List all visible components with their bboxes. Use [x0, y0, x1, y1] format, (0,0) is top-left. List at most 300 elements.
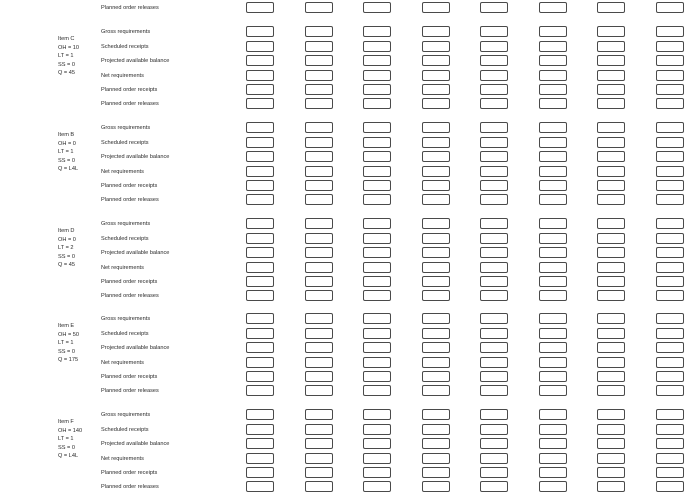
input-cell[interactable]	[539, 180, 567, 191]
input-cell[interactable]	[246, 290, 274, 301]
input-cell[interactable]	[597, 481, 625, 492]
input-cell[interactable]	[363, 137, 391, 148]
input-cell[interactable]	[246, 409, 274, 420]
input-cell[interactable]	[597, 122, 625, 133]
input-cell[interactable]	[597, 371, 625, 382]
input-cell[interactable]	[305, 290, 333, 301]
input-cell[interactable]	[246, 371, 274, 382]
input-cell[interactable]	[597, 313, 625, 324]
input-cell[interactable]	[597, 26, 625, 37]
row-label-scheduled-receipts: Scheduled receipts	[101, 140, 149, 146]
input-cell[interactable]	[363, 122, 391, 133]
input-cell[interactable]	[539, 328, 567, 339]
input-cell[interactable]	[656, 194, 684, 205]
row-label-planned-order-releases: Planned order releases	[101, 388, 159, 394]
input-cell[interactable]	[363, 409, 391, 420]
input-cell[interactable]	[539, 313, 567, 324]
input-cell[interactable]	[656, 84, 684, 95]
input-cell[interactable]	[656, 151, 684, 162]
input-cell[interactable]	[656, 180, 684, 191]
input-cell[interactable]	[539, 409, 567, 420]
row-label-planned-order-receipts: Planned order receipts	[101, 183, 158, 189]
input-cell[interactable]	[539, 481, 567, 492]
input-cell[interactable]	[597, 438, 625, 449]
input-cell[interactable]	[363, 55, 391, 66]
input-cell[interactable]	[305, 262, 333, 273]
input-cell[interactable]	[539, 357, 567, 368]
input-cell[interactable]	[305, 70, 333, 81]
input-cell[interactable]	[363, 371, 391, 382]
row-label-scheduled-receipts: Scheduled receipts	[101, 331, 149, 337]
input-cell[interactable]	[422, 218, 450, 229]
input-cell[interactable]	[305, 2, 333, 13]
input-cell[interactable]	[539, 122, 567, 133]
input-cell[interactable]	[656, 453, 684, 464]
input-cell[interactable]	[422, 453, 450, 464]
input-cell[interactable]	[246, 2, 274, 13]
input-cell[interactable]	[422, 26, 450, 37]
input-cell[interactable]	[539, 385, 567, 396]
input-cell[interactable]	[422, 481, 450, 492]
input-cell[interactable]	[422, 357, 450, 368]
input-cell[interactable]	[656, 342, 684, 353]
input-cell[interactable]	[597, 467, 625, 478]
input-cell[interactable]	[597, 98, 625, 109]
item-lot-size: Q = L4L	[58, 166, 79, 173]
input-cell[interactable]	[305, 313, 333, 324]
row-label-net-requirements: Net requirements	[101, 456, 144, 462]
input-cell[interactable]	[246, 262, 274, 273]
input-cell[interactable]	[246, 233, 274, 244]
input-cell[interactable]	[246, 313, 274, 324]
item-lead-time: LT = 1	[58, 149, 74, 156]
item-lead-time: LT = 1	[58, 436, 74, 443]
input-cell[interactable]	[597, 137, 625, 148]
input-cell[interactable]	[246, 357, 274, 368]
input-cell[interactable]	[597, 409, 625, 420]
input-cell[interactable]	[422, 342, 450, 353]
input-cell[interactable]	[246, 166, 274, 177]
input-cell[interactable]	[480, 357, 508, 368]
input-cell[interactable]	[363, 180, 391, 191]
input-cell[interactable]	[305, 41, 333, 52]
row-label-gross-requirements: Gross requirements	[101, 221, 151, 227]
input-cell[interactable]	[363, 70, 391, 81]
input-cell[interactable]	[246, 41, 274, 52]
input-cell[interactable]	[363, 328, 391, 339]
input-cell[interactable]	[597, 233, 625, 244]
input-cell[interactable]	[363, 247, 391, 258]
input-cell[interactable]	[363, 151, 391, 162]
input-cell[interactable]	[539, 424, 567, 435]
input-cell[interactable]	[480, 247, 508, 258]
input-cell[interactable]	[656, 385, 684, 396]
input-cell[interactable]	[422, 180, 450, 191]
input-cell[interactable]	[363, 26, 391, 37]
input-cell[interactable]	[305, 151, 333, 162]
input-cell[interactable]	[305, 342, 333, 353]
input-cell[interactable]	[480, 385, 508, 396]
input-cell[interactable]	[480, 453, 508, 464]
input-cell[interactable]	[422, 137, 450, 148]
item-parameters	[58, 35, 79, 78]
input-cell[interactable]	[480, 180, 508, 191]
item-block-f	[0, 403, 700, 493]
row-label-planned-order-receipts: Planned order receipts	[101, 87, 158, 93]
input-cell[interactable]	[656, 55, 684, 66]
input-cell[interactable]	[656, 233, 684, 244]
input-cell[interactable]	[305, 218, 333, 229]
input-cell[interactable]	[597, 385, 625, 396]
input-cell[interactable]	[246, 122, 274, 133]
input-cell[interactable]	[480, 342, 508, 353]
row-label-gross-requirements: Gross requirements	[101, 125, 151, 131]
input-cell[interactable]	[539, 41, 567, 52]
input-cell[interactable]	[246, 424, 274, 435]
input-cell[interactable]	[422, 385, 450, 396]
input-cell[interactable]	[305, 424, 333, 435]
item-parameters	[58, 322, 79, 365]
input-cell[interactable]	[539, 70, 567, 81]
input-cell[interactable]	[597, 166, 625, 177]
input-cell[interactable]	[422, 166, 450, 177]
input-cell[interactable]	[656, 41, 684, 52]
input-cell[interactable]	[422, 467, 450, 478]
input-cell[interactable]	[246, 98, 274, 109]
item-block-e	[0, 307, 700, 397]
input-cell[interactable]	[480, 98, 508, 109]
input-cell[interactable]	[422, 84, 450, 95]
input-cell[interactable]	[246, 84, 274, 95]
input-cell[interactable]	[363, 218, 391, 229]
input-cell[interactable]	[656, 357, 684, 368]
input-cell[interactable]	[597, 342, 625, 353]
input-cell[interactable]	[246, 180, 274, 191]
input-cell[interactable]	[246, 467, 274, 478]
item-on-hand: OH = 140	[58, 427, 83, 434]
input-cell[interactable]	[656, 137, 684, 148]
input-cell[interactable]	[539, 371, 567, 382]
input-cell[interactable]	[246, 70, 274, 81]
input-cell[interactable]	[480, 41, 508, 52]
input-cell[interactable]	[597, 262, 625, 273]
input-cell[interactable]	[480, 151, 508, 162]
top-row-label: Planned order releases	[101, 5, 159, 11]
input-cell[interactable]	[305, 26, 333, 37]
input-cell[interactable]	[363, 424, 391, 435]
input-cell[interactable]	[539, 218, 567, 229]
input-cell[interactable]	[480, 194, 508, 205]
input-cell[interactable]	[422, 262, 450, 273]
row-label-planned-order-releases: Planned order releases	[101, 484, 159, 490]
input-cell[interactable]	[363, 438, 391, 449]
row-label-gross-requirements: Gross requirements	[101, 412, 151, 418]
input-cell[interactable]	[656, 409, 684, 420]
input-cell[interactable]	[422, 247, 450, 258]
input-cell[interactable]	[597, 151, 625, 162]
input-cell[interactable]	[597, 424, 625, 435]
item-lead-time: LT = 1	[58, 53, 74, 60]
input-cell[interactable]	[597, 180, 625, 191]
input-cell[interactable]	[422, 371, 450, 382]
input-cell[interactable]	[480, 26, 508, 37]
input-cell[interactable]	[480, 84, 508, 95]
input-cell[interactable]	[480, 137, 508, 148]
input-cell[interactable]	[305, 233, 333, 244]
input-cell[interactable]	[597, 55, 625, 66]
input-cell[interactable]	[656, 262, 684, 273]
input-cell[interactable]	[656, 467, 684, 478]
input-cell[interactable]	[539, 194, 567, 205]
input-cell[interactable]	[597, 70, 625, 81]
row-label-scheduled-receipts: Scheduled receipts	[101, 44, 149, 50]
item-on-hand: OH = 0	[58, 140, 76, 147]
input-cell[interactable]	[363, 98, 391, 109]
input-cell[interactable]	[363, 481, 391, 492]
input-cell[interactable]	[422, 194, 450, 205]
input-cell[interactable]	[246, 481, 274, 492]
input-cell[interactable]	[480, 262, 508, 273]
input-cell[interactable]	[246, 26, 274, 37]
input-cell[interactable]	[597, 194, 625, 205]
input-cell[interactable]	[422, 438, 450, 449]
input-cell[interactable]	[656, 218, 684, 229]
input-cell[interactable]	[597, 2, 625, 13]
input-cell[interactable]	[422, 313, 450, 324]
input-cell[interactable]	[363, 233, 391, 244]
input-cell[interactable]	[656, 166, 684, 177]
input-cell[interactable]	[656, 313, 684, 324]
input-cell[interactable]	[539, 98, 567, 109]
input-cell[interactable]	[363, 41, 391, 52]
input-cell[interactable]	[422, 70, 450, 81]
row-label-planned-order-receipts: Planned order receipts	[101, 470, 158, 476]
input-cell[interactable]	[422, 151, 450, 162]
input-cell[interactable]	[363, 290, 391, 301]
input-cell[interactable]	[305, 166, 333, 177]
input-cell[interactable]	[539, 276, 567, 287]
input-cell[interactable]	[656, 247, 684, 258]
input-cell[interactable]	[246, 385, 274, 396]
row-label-planned-order-releases: Planned order releases	[101, 101, 159, 107]
input-cell[interactable]	[539, 151, 567, 162]
input-cell[interactable]	[539, 137, 567, 148]
input-cell[interactable]	[656, 276, 684, 287]
input-cell[interactable]	[539, 453, 567, 464]
input-cell[interactable]	[422, 233, 450, 244]
input-cell[interactable]	[422, 122, 450, 133]
row-label-projected-available-balance: Projected available balance	[101, 154, 170, 160]
input-cell[interactable]	[539, 342, 567, 353]
input-cell[interactable]	[539, 233, 567, 244]
input-cell[interactable]	[597, 84, 625, 95]
input-cell[interactable]	[246, 453, 274, 464]
input-cell[interactable]	[305, 385, 333, 396]
input-cell[interactable]	[363, 2, 391, 13]
item-lead-time: LT = 1	[58, 340, 74, 347]
input-cell[interactable]	[363, 276, 391, 287]
input-cell[interactable]	[539, 290, 567, 301]
input-cell[interactable]	[656, 424, 684, 435]
item-parameters	[58, 227, 76, 270]
input-cell[interactable]	[480, 218, 508, 229]
row-label-net-requirements: Net requirements	[101, 360, 144, 366]
row-label-net-requirements: Net requirements	[101, 169, 144, 175]
input-cell[interactable]	[305, 409, 333, 420]
input-cell[interactable]	[246, 438, 274, 449]
input-cell[interactable]	[305, 357, 333, 368]
input-cell[interactable]	[480, 328, 508, 339]
input-cell[interactable]	[480, 2, 508, 13]
input-cell[interactable]	[480, 55, 508, 66]
top-planned-order-releases-row	[0, 0, 700, 16]
input-cell[interactable]	[480, 481, 508, 492]
row-label-gross-requirements: Gross requirements	[101, 316, 151, 322]
input-cell[interactable]	[422, 424, 450, 435]
item-block-b	[0, 116, 700, 206]
input-cell[interactable]	[363, 166, 391, 177]
item-parameters	[58, 418, 82, 461]
input-cell[interactable]	[597, 41, 625, 52]
input-cell[interactable]	[246, 247, 274, 258]
row-label-planned-order-receipts: Planned order receipts	[101, 279, 158, 285]
input-cell[interactable]	[422, 290, 450, 301]
input-cell[interactable]	[422, 55, 450, 66]
input-cell[interactable]	[305, 180, 333, 191]
item-safety-stock: SS = 0	[58, 348, 75, 355]
item-on-hand: OH = 50	[58, 331, 79, 338]
row-label-net-requirements: Net requirements	[101, 265, 144, 271]
input-cell[interactable]	[363, 342, 391, 353]
input-cell[interactable]	[363, 385, 391, 396]
row-label-scheduled-receipts: Scheduled receipts	[101, 236, 149, 242]
input-cell[interactable]	[363, 467, 391, 478]
input-cell[interactable]	[305, 481, 333, 492]
input-cell[interactable]	[597, 357, 625, 368]
input-cell[interactable]	[480, 424, 508, 435]
input-cell[interactable]	[305, 122, 333, 133]
input-cell[interactable]	[305, 276, 333, 287]
input-cell[interactable]	[305, 453, 333, 464]
input-cell[interactable]	[246, 328, 274, 339]
input-cell[interactable]	[656, 290, 684, 301]
input-cell[interactable]	[305, 247, 333, 258]
row-label-gross-requirements: Gross requirements	[101, 29, 151, 35]
input-cell[interactable]	[480, 371, 508, 382]
input-cell[interactable]	[539, 262, 567, 273]
input-cell[interactable]	[597, 328, 625, 339]
input-cell[interactable]	[539, 438, 567, 449]
input-cell[interactable]	[480, 276, 508, 287]
input-cell[interactable]	[422, 409, 450, 420]
input-cell[interactable]	[305, 194, 333, 205]
input-cell[interactable]	[246, 151, 274, 162]
input-cell[interactable]	[656, 70, 684, 81]
input-cell[interactable]	[480, 290, 508, 301]
input-cell[interactable]	[480, 166, 508, 177]
item-lot-size: Q = L4L	[58, 453, 79, 460]
item-on-hand: OH = 0	[58, 236, 76, 243]
item-safety-stock: SS = 0	[58, 444, 75, 451]
input-cell[interactable]	[246, 55, 274, 66]
input-cell[interactable]	[539, 55, 567, 66]
item-safety-stock: SS = 0	[58, 253, 75, 260]
input-cell[interactable]	[656, 481, 684, 492]
input-cell[interactable]	[656, 26, 684, 37]
input-cell[interactable]	[363, 262, 391, 273]
input-cell[interactable]	[539, 166, 567, 177]
input-cell[interactable]	[656, 328, 684, 339]
item-block-d	[0, 212, 700, 302]
input-cell[interactable]	[422, 276, 450, 287]
input-cell[interactable]	[246, 137, 274, 148]
input-cell[interactable]	[480, 313, 508, 324]
input-cell[interactable]	[305, 98, 333, 109]
input-cell[interactable]	[656, 371, 684, 382]
item-parameters	[58, 131, 78, 174]
input-cell[interactable]	[480, 70, 508, 81]
input-cell[interactable]	[363, 453, 391, 464]
input-cell[interactable]	[480, 233, 508, 244]
input-cell[interactable]	[539, 467, 567, 478]
input-cell[interactable]	[305, 84, 333, 95]
input-cell[interactable]	[363, 313, 391, 324]
item-lead-time: LT = 2	[58, 245, 74, 252]
input-cell[interactable]	[656, 122, 684, 133]
input-cell[interactable]	[656, 438, 684, 449]
row-label-scheduled-receipts: Scheduled receipts	[101, 427, 149, 433]
input-cell[interactable]	[305, 328, 333, 339]
input-cell[interactable]	[539, 26, 567, 37]
input-cell[interactable]	[656, 2, 684, 13]
input-cell[interactable]	[480, 438, 508, 449]
item-name: Item E	[58, 323, 75, 329]
input-cell[interactable]	[363, 357, 391, 368]
input-cell[interactable]	[305, 55, 333, 66]
input-cell[interactable]	[480, 122, 508, 133]
input-cell[interactable]	[422, 41, 450, 52]
input-cell[interactable]	[656, 98, 684, 109]
input-cell[interactable]	[539, 2, 567, 13]
input-cell[interactable]	[422, 328, 450, 339]
input-cell[interactable]	[422, 2, 450, 13]
input-cell[interactable]	[305, 467, 333, 478]
input-cell[interactable]	[597, 276, 625, 287]
input-cell[interactable]	[305, 371, 333, 382]
input-cell[interactable]	[363, 194, 391, 205]
input-cell[interactable]	[539, 84, 567, 95]
row-label-planned-order-releases: Planned order releases	[101, 293, 159, 299]
row-label-projected-available-balance: Projected available balance	[101, 441, 170, 447]
input-cell[interactable]	[363, 84, 391, 95]
item-name: Item C	[58, 36, 75, 42]
input-cell[interactable]	[480, 467, 508, 478]
input-cell[interactable]	[246, 194, 274, 205]
input-cell[interactable]	[539, 247, 567, 258]
row-label-projected-available-balance: Projected available balance	[101, 58, 170, 64]
input-cell[interactable]	[597, 247, 625, 258]
input-cell[interactable]	[597, 453, 625, 464]
input-cell[interactable]	[246, 342, 274, 353]
input-cell[interactable]	[422, 98, 450, 109]
input-cell[interactable]	[246, 218, 274, 229]
input-cell[interactable]	[246, 276, 274, 287]
input-cell[interactable]	[480, 409, 508, 420]
input-cell[interactable]	[597, 218, 625, 229]
input-cell[interactable]	[305, 438, 333, 449]
input-cell[interactable]	[597, 290, 625, 301]
input-cell[interactable]	[305, 137, 333, 148]
